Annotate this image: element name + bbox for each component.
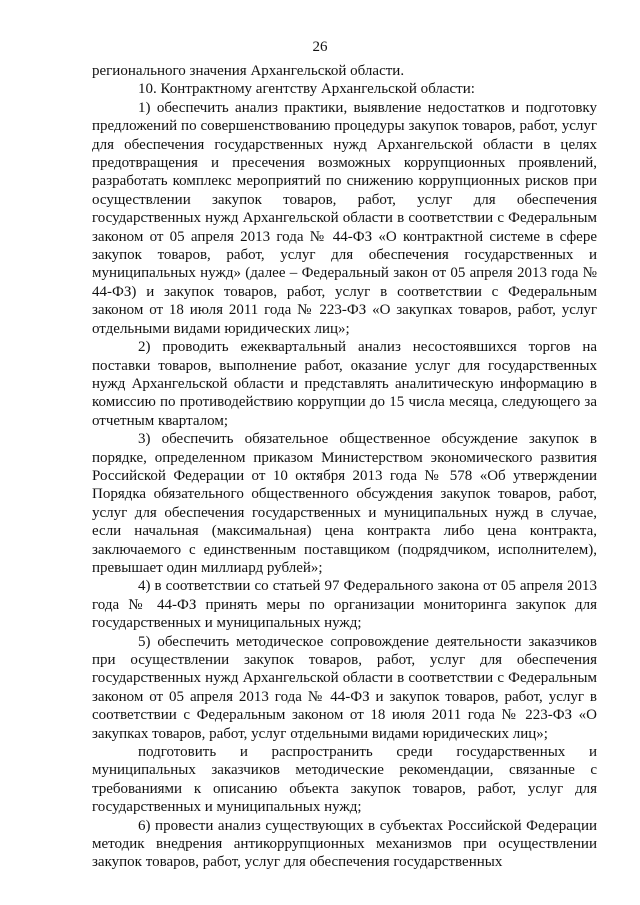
paragraph-subitem-4: 4) в соответствии со статьей 97 Федерального закона от 05 апреля 2013 года № 44-ФЗ принять меры по организации мониторинга закупок для государственных и муниципальных нужд; — [92, 578, 597, 632]
paragraph-subitem-6: 6) провести анализ существующих в субъектах Российской Федерации методик внедрения антикоррупционных механизмов при осуществлении закупок товаров, работ, услуг для обеспечения государственных — [92, 817, 597, 871]
paragraph-continuation: регионального значения Архангельской области. — [92, 63, 405, 79]
paragraph-subitem-3: 3) обеспечить обязательное общественное обсуждение закупок в порядке, определенном приказом Министерством экономического развития Российской Федерации от 10 октября 2013 года № 578 «Об утверждении Порядка обязательного общественного обсуждения закупок товаров, работ, услуг для обеспечения государственных и муниципальных нужд в случае, если начальная (максимальная) цена контракта либо цена контракта, заключаемого с единственным поставщиком (подрядчиком, исполнителем), превышает один миллиард рублей»; — [92, 431, 597, 576]
page-number: 26 — [312, 39, 328, 55]
paragraph-item-10-heading: 10. Контрактному агентству Архангельской области: — [138, 81, 475, 98]
paragraph-subitem-1: 1) обеспечить анализ практики, выявление недостатков и подготовку предложений по совершенствованию процедуры закупок товаров, работ, услуг для обеспечения государственных нужд Архангельской области в целях предотвращения и пресечения возможных коррупционных проявлений, разработать комплекс мероприятий по снижению коррупционных рисков при осуществлении закупок товаров, работ, услуг для обеспечения государственных нужд Архангельской области в соответствии с Федеральным законом от 05 апреля 2013 года № 44-ФЗ «О контрактной системе в сфере закупок товаров, работ, услуг для обеспечения государственных и муниципальных нужд» (далее – Федеральный закон от 05 апреля 2013 года № 44-ФЗ) и закупок товаров, работ, услуг в соответствии с Федеральным законом от 18 июля 2011 года № 223-ФЗ «О закупках товаров, работ, услуг отдельными видами юридических лиц»; — [92, 99, 597, 337]
document-body — [92, 62, 597, 872]
paragraph-subitem-2: 2) проводить ежеквартальный анализ несостоявшихся торгов на поставки товаров, выполнение работ, оказание услуг для государственных нужд Архангельской области и представлять аналитическую информацию в комиссию по противодействию коррупции до 15 числа месяца, следующего за отчетным кварталом; — [92, 339, 597, 429]
paragraph-subitem-5-continuation: подготовить и распространить среди государственных и муниципальных заказчиков методические рекомендации, связанные с требованиями к описанию объекта закупок товаров, работ, услуг для государственных и муниципальных нужд; — [92, 744, 597, 816]
paragraph-subitem-5: 5) обеспечить методическое сопровождение деятельности заказчиков при осуществлении закупок товаров, работ, услуг для обеспечения государственных нужд Архангельской области в соответствии с Федеральным законом от 05 апреля 2013 года № 44-ФЗ и закупок товаров, работ, услуг в соответствии с Федеральным законом от 18 июля 2011 года № 223-ФЗ «О закупках товаров, работ, услуг отдельными видами юридических лиц»; — [92, 633, 597, 742]
